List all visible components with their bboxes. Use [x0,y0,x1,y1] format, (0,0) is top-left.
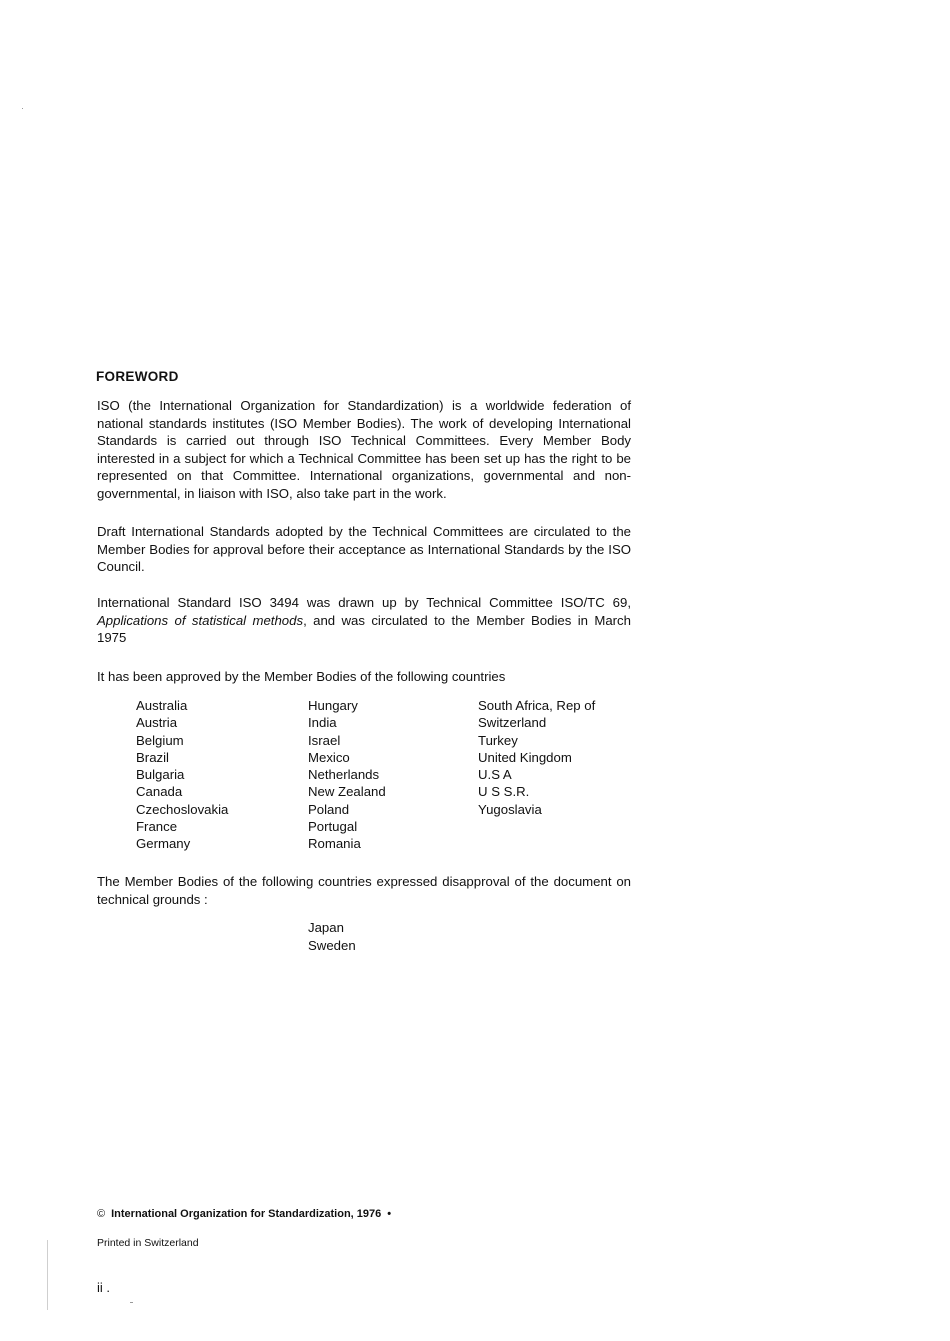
copyright-text: International Organization for Standardization, 1976 [111,1208,382,1220]
country-item: France [136,819,178,835]
country-item: Poland [308,801,350,817]
country-item: Hungary [308,698,358,713]
country-item: Mexico [308,749,350,765]
copyright-symbol: © [97,1208,106,1220]
foreword-paragraph-2: Draft International Standards adopted by the Technical Committees are circulated to the Member Bodies for approval before their acceptance as International Standards by the ISO Council. [97,524,631,575]
country-item: Switzerland [478,715,547,731]
paragraph-3-text-b: , and was circulated to the Member Bodies in March 1975 [97,612,631,646]
approving-countries-column-2 [308,697,386,853]
country-item: Bulgaria [136,767,185,783]
country-item: Romania [308,836,361,852]
copyright-notice [97,1208,391,1220]
country-item: Czechoslovakia [136,801,229,817]
committee-title: Applications of statistical methods [97,612,304,628]
country-item: United Kingdom [478,749,572,765]
country-item: Turkey [478,732,518,748]
country-item: Canada [136,784,183,800]
foreword-heading: FOREWORD [96,369,179,384]
approving-countries-column-1 [136,697,228,853]
country-item: Austria [136,715,178,731]
country-item: Yugoslavia [478,801,542,817]
scan-margin-mark [47,1240,48,1310]
approval-intro: It has been approved by the Member Bodies of the following countries [97,669,506,684]
country-item: India [308,715,337,731]
country-item: Germany [136,836,191,852]
country-item: Sweden [308,937,356,953]
country-item: Brazil [136,749,169,765]
foreword-paragraph-3 [97,594,631,647]
bullet-mark: • [387,1208,392,1220]
country-item: Japan [308,920,344,935]
country-item: U S S.R. [478,784,530,800]
country-item: Belgium [136,732,184,748]
scan-speck [22,108,23,109]
country-item: U.S A [478,767,512,783]
country-item: Israel [308,732,341,748]
paragraph-3-text-a: International Standard ISO 3494 was drawn up by Technical Committee ISO/TC 69, [97,595,631,610]
country-item: Portugal [308,819,358,835]
disapproval-intro: The Member Bodies of the following countries expressed disapproval of the document on technical grounds : [97,874,631,907]
country-item: Australia [136,698,188,713]
foreword-paragraph-1: ISO (the International Organization for Standardization) is a worldwide federation of national standards institutes (ISO Member Bodies). The work of developing International Standards is carried out through ISO Technical Committees. Every Member Body interested in a subject for which a Technical Committee has been set up has the right to be represented on that Committee. International organizations, governmental and non-governmental, in liaison with ISO, also take part in the work. [97,398,631,501]
page-number: ii . [97,1280,110,1295]
approving-countries-column-3 [478,697,595,818]
country-item: Netherlands [308,767,380,783]
country-item: South Africa, Rep of [478,698,596,713]
scan-speck [130,1302,133,1303]
printed-location: Printed in Switzerland [97,1237,199,1249]
disapproving-countries [308,919,356,954]
country-item: New Zealand [308,784,386,800]
